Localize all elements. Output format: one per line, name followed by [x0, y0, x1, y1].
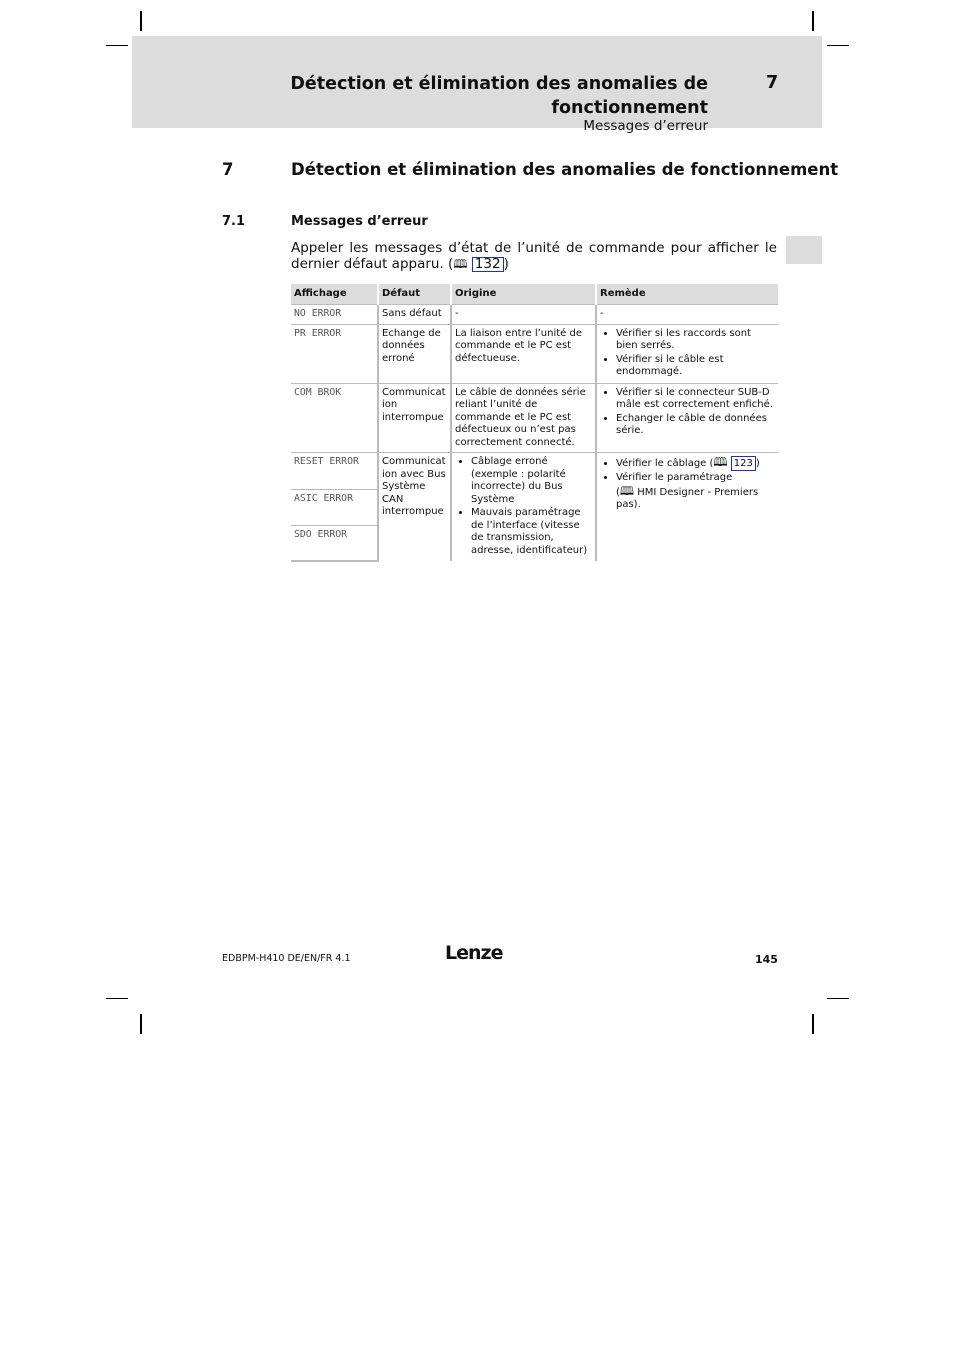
document-id: EDBPM-H410 DE/EN/FR 4.1	[222, 953, 351, 964]
crop-mark	[140, 11, 142, 31]
header-subtitle: Messages d’erreur	[583, 118, 708, 134]
crop-mark	[812, 1014, 814, 1034]
remede-item: • Vérifier si le câble est endommagé.	[616, 354, 775, 379]
remede-item: • Vérifier le paramétrage (🕮 HMI Designer - Premiers pas).	[616, 472, 775, 512]
page-reference-link[interactable]: 132	[472, 257, 504, 272]
crop-mark	[106, 998, 128, 999]
origine-cell: -	[451, 305, 596, 325]
section-number: 7	[222, 160, 234, 179]
remede-cabling-prefix: Vérifier le câblage (	[616, 458, 714, 469]
error-code: RESET ERROR	[291, 453, 378, 490]
remede-item	[616, 456, 775, 471]
error-code: ASIC ERROR	[291, 489, 378, 526]
table-row	[291, 305, 778, 325]
remede-cell	[596, 383, 778, 453]
origine-cell	[451, 453, 596, 562]
crop-mark	[812, 11, 814, 31]
error-code: COM BROK	[291, 383, 378, 453]
crop-mark	[106, 45, 128, 46]
error-code: SDO ERROR	[291, 526, 378, 561]
section-title: Détection et élimination des anomalies de fonctionnement	[291, 160, 839, 179]
error-code: NO ERROR	[291, 305, 378, 325]
remede-cell	[596, 453, 778, 562]
column-header-origine: Origine	[451, 284, 596, 305]
remede-item: • Echanger le câble de données série.	[616, 413, 775, 438]
intro-text: Appeler les messages d’état de l’unité de commande pour afficher le dernier défaut apparu. (	[291, 240, 777, 272]
error-messages-table	[291, 284, 778, 562]
lenze-logo: Lenze	[445, 942, 503, 964]
intro-close: )	[503, 256, 509, 272]
crop-mark	[827, 45, 849, 46]
remede-cell: -	[596, 305, 778, 325]
table-row	[291, 453, 778, 490]
remede-param-line2: HMI Designer - Premiers pas).	[616, 486, 759, 510]
table-row	[291, 383, 778, 453]
remede-cabling-suffix: )	[755, 458, 760, 469]
origine-item: • Câblage erroné (exemple : polarité incorrecte) du Bus Système	[471, 456, 592, 506]
chapter-side-tab	[786, 236, 822, 264]
remede-item: • Vérifier si le connecteur SUB-D mâle est correctement enfiché.	[616, 387, 775, 412]
origine-cell: Le câble de données série reliant l’unité de commande et le PC est défectueux ou n’est pas correctement connecté.	[451, 383, 596, 453]
defaut-cell: Echange de données erroné	[378, 324, 451, 383]
crop-mark	[827, 998, 849, 999]
table-header-row	[291, 284, 778, 305]
book-icon: 🕮	[453, 257, 468, 271]
book-icon: 🕮	[619, 483, 635, 498]
column-header-affichage: Affichage	[291, 284, 378, 305]
remede-cell	[596, 324, 778, 383]
remede-item: • Vérifier si les raccords sont bien serrés.	[616, 328, 775, 353]
header-title: Détection et élimination des anomalies de fonctionnement	[290, 74, 708, 118]
origine-item: • Mauvais paramétrage de l’interface (vitesse de transmission, adresse, identificateur)	[471, 507, 592, 557]
book-icon: 🕮	[713, 455, 728, 469]
page-reference-link[interactable]: 123	[731, 456, 756, 471]
column-header-defaut: Défaut	[378, 284, 451, 305]
remede-param-line1: Vérifier le paramétrage	[616, 472, 733, 483]
page-number: 145	[755, 953, 778, 966]
header-chapter-number: 7	[766, 73, 779, 93]
subsection-title: Messages d’erreur	[291, 214, 428, 229]
intro-paragraph	[291, 240, 777, 272]
error-code: PR ERROR	[291, 324, 378, 383]
defaut-cell: Communicat ion avec Bus Système CAN interrompue	[378, 453, 451, 562]
crop-mark	[140, 1014, 142, 1034]
column-header-remede: Remède	[596, 284, 778, 305]
defaut-cell: Communicat ion interrompue	[378, 383, 451, 453]
table-row	[291, 324, 778, 383]
origine-cell: La liaison entre l’unité de commande et le PC est défectueuse.	[451, 324, 596, 383]
defaut-cell: Sans défaut	[378, 305, 451, 325]
subsection-number: 7.1	[222, 214, 246, 229]
